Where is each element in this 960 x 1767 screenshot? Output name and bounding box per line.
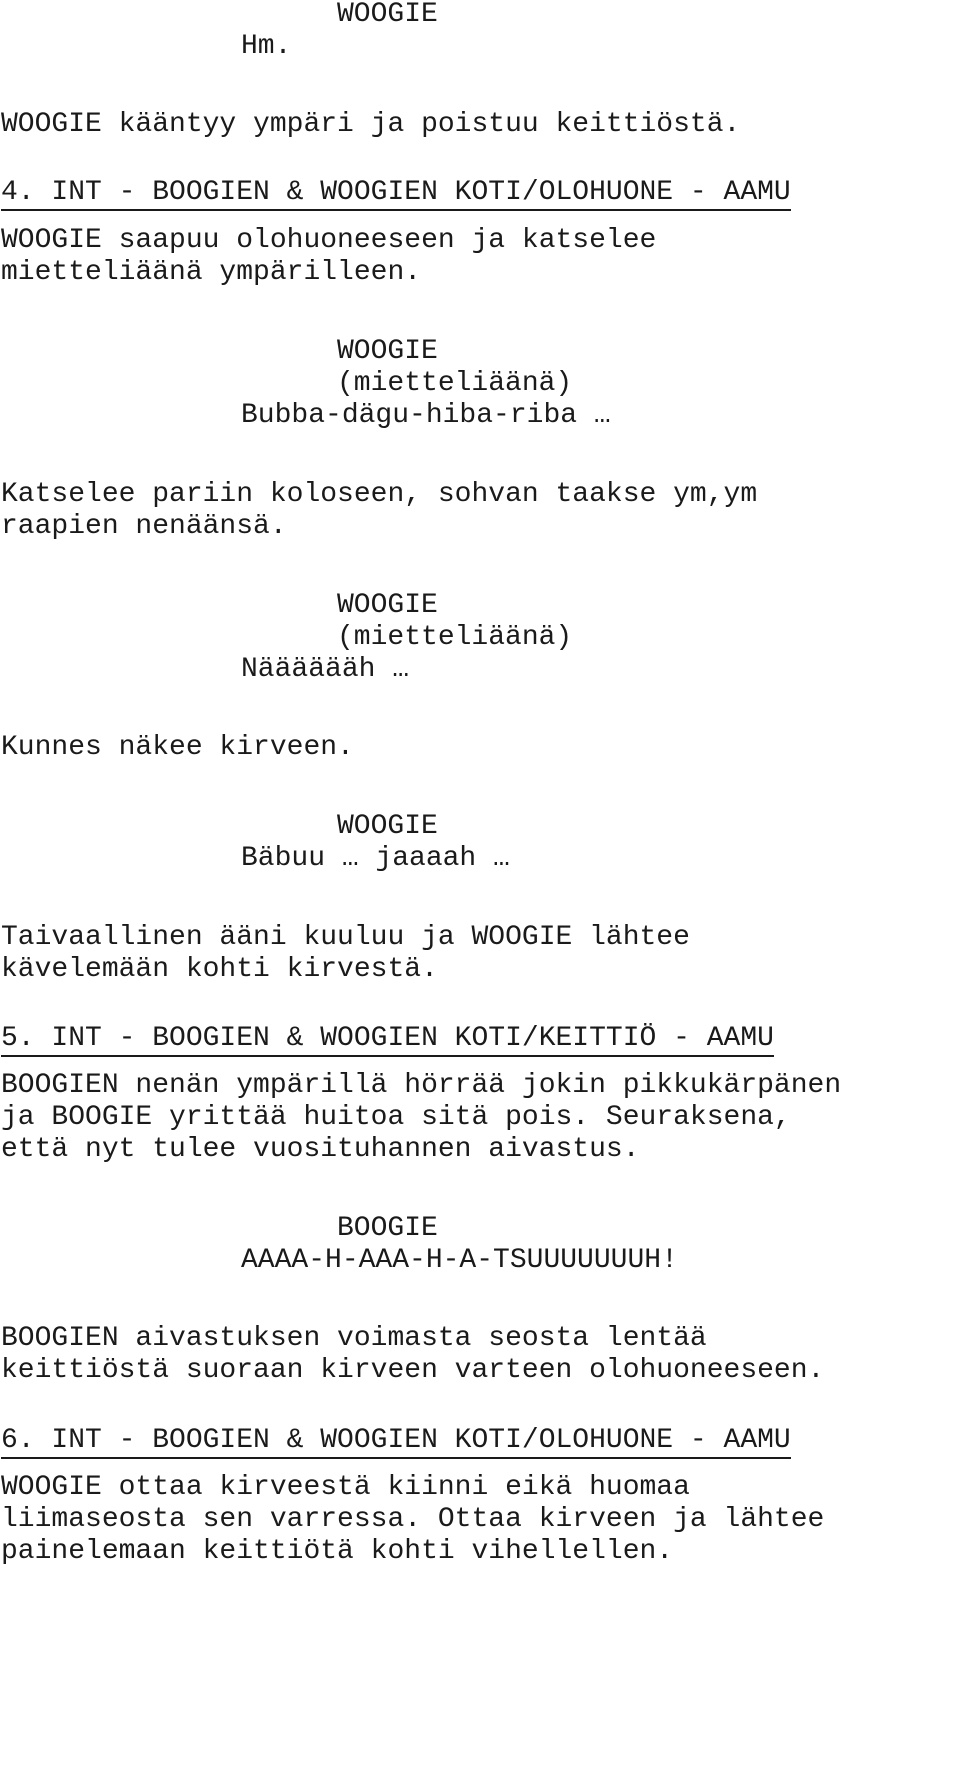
action-line: raapien nenäänsä. [1, 511, 287, 542]
character-name: WOOGIE [337, 0, 438, 30]
action-line: Kunnes näkee kirveen. [1, 732, 354, 763]
action-line: painelemaan keittiötä kohti vihellellen. [1, 1536, 674, 1567]
action-line: WOOGIE ottaa kirveestä kiinni eikä huomaa [1, 1472, 690, 1503]
character-name: BOOGIE [337, 1213, 438, 1244]
scene-heading [1, 176, 791, 210]
action-line: BOOGIEN aivastuksen voimasta seosta lentää [1, 1323, 707, 1354]
action-line: kävelemään kohti kirvestä. [1, 954, 438, 985]
dialogue-line: Bubba-dägu-hiba-riba … [241, 400, 611, 431]
action-line: ja BOOGIE yrittää huitoa sitä pois. Seuraksena, [1, 1102, 791, 1133]
dialogue-line: Hm. [241, 31, 292, 62]
scene-heading-text: 4. INT - BOOGIEN & WOOGIEN KOTI/OLOHUONE - AAMU [1, 177, 791, 211]
action-line: Taivaallinen ääni kuuluu ja WOOGIE lähtee [1, 922, 690, 953]
scene-heading-text: 6. INT - BOOGIEN & WOOGIEN KOTI/OLOHUONE - AAMU [1, 1425, 791, 1459]
character-name: WOOGIE [337, 811, 438, 842]
dialogue-line: Bäbuu … jaaaah … [241, 843, 510, 874]
action-line: WOOGIE kääntyy ympäri ja poistuu keittiöstä. [1, 109, 741, 140]
scene-heading [1, 1424, 791, 1458]
action-line: Katselee pariin koloseen, sohvan taakse ym,ym [1, 479, 758, 510]
action-line: WOOGIE saapuu olohuoneeseen ja katselee [1, 225, 657, 256]
dialogue-line: Nääääääh … [241, 654, 410, 685]
action-line: liimaseosta sen varressa. Ottaa kirveen ja lähtee [1, 1504, 825, 1535]
action-line: mietteliäänä ympärilleen. [1, 257, 422, 288]
scene-heading [1, 1022, 774, 1056]
character-name: WOOGIE [337, 590, 438, 621]
action-line: että nyt tulee vuosituhannen aivastus. [1, 1134, 640, 1165]
action-line: keittiöstä suoraan kirveen varteen olohuoneeseen. [1, 1355, 825, 1386]
scene-heading-text: 5. INT - BOOGIEN & WOOGIEN KOTI/KEITTIÖ - AAMU [1, 1023, 774, 1057]
dialogue-line: AAAA-H-AAA-H-A-TSUUUUUUUH! [241, 1245, 678, 1276]
parenthetical: (mietteliäänä) [337, 622, 573, 653]
parenthetical: (mietteliäänä) [337, 368, 573, 399]
action-line: BOOGIEN nenän ympärillä hörrää jokin pikkukärpänen [1, 1070, 842, 1101]
character-name: WOOGIE [337, 336, 438, 367]
